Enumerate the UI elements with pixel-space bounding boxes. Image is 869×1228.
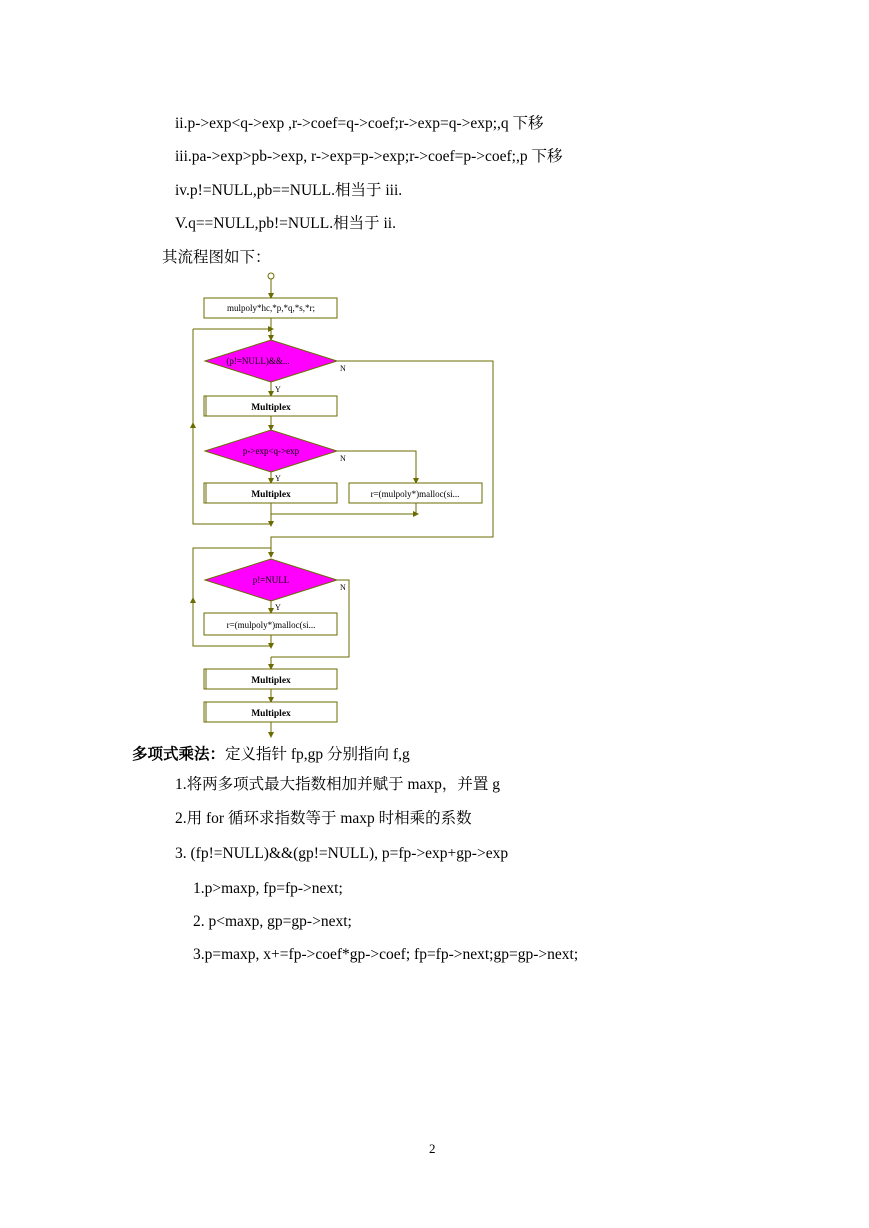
start-node (268, 273, 274, 279)
mult-step-2: 2.用 for 循环求指数等于 maxp 时相乘的系数 (175, 810, 472, 827)
text-line-ii: ii.p->exp<q->exp ,r->coef=q->coef;r->exp=q->exp;,q 下移 (175, 115, 544, 132)
flowchart-intro: 其流程图如下： (162, 249, 271, 266)
cond2-label: p->exp<q->exp (242, 446, 300, 456)
mult-heading: 多项式乘法： (132, 746, 226, 763)
text-line-iv: iv.p!=NULL,pb==NULL.相当于 iii. (175, 182, 403, 199)
proc2-label: Multiplex (251, 490, 291, 500)
mult-heading-line (132, 745, 410, 765)
page-number: 2 (429, 1141, 436, 1156)
mult-substep-2: 2. p<maxp, gp=gp->next; (193, 913, 352, 930)
mult-substep-3: 3.p=maxp, x+=fp->coef*gp->coef; fp=fp->next;gp=gp->next; (193, 946, 579, 963)
start-box-label: mulpoly*hc,*p,*q,*s,*r; (227, 303, 315, 313)
proc6-label: Multiplex (251, 709, 291, 719)
text-line-v: V.q==NULL,pb!=NULL.相当于 ii. (175, 215, 396, 232)
cond3-no: N (340, 583, 346, 592)
cond2-no: N (340, 454, 346, 463)
cond1-label: (p!=NULL)&&... (226, 356, 290, 366)
mult-step-3: 3. (fp!=NULL)&&(gp!=NULL), p=fp->exp+gp->exp (175, 845, 509, 862)
mult-intro: 定义指针 fp,gp 分别指向 f,g (225, 746, 410, 763)
cond1-yes: Y (275, 385, 281, 394)
mult-substep-1: 1.p>maxp, fp=fp->next; (193, 880, 343, 897)
proc5-label: Multiplex (251, 676, 291, 686)
proc4-label: r=(mulpoly*)malloc(si... (226, 620, 316, 630)
cond3-yes: Y (275, 603, 281, 612)
text-line-iii: iii.pa->exp>pb->exp, r->exp=p->exp;r->coef=p->coef;,p 下移 (175, 148, 563, 165)
cond2-yes: Y (275, 474, 281, 483)
mult-step-1: 1.将两多项式最大指数相加并赋于 maxp，并置 g (175, 776, 501, 793)
proc1-label: Multiplex (251, 403, 291, 413)
cond3-label: p!=NULL (252, 575, 290, 585)
cond1-no: N (340, 364, 346, 373)
proc3-label: r=(mulpoly*)malloc(si... (370, 489, 460, 499)
